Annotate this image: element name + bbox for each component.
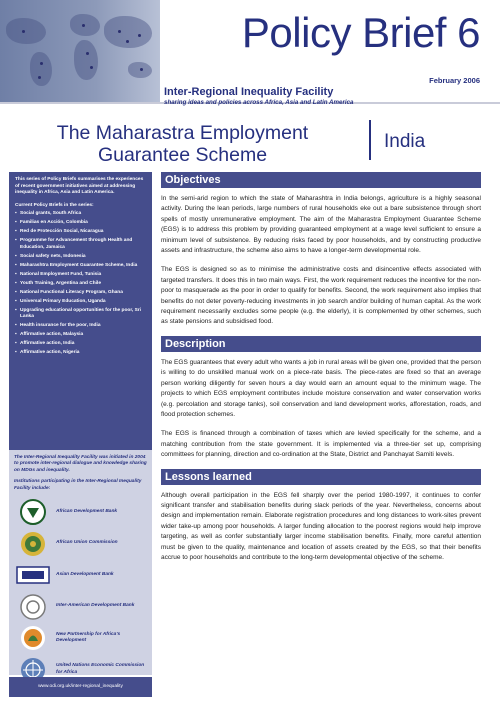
adb-logo-icon	[14, 561, 52, 589]
list-item: ▪ Familias en Acción, Colombia	[15, 220, 146, 227]
title-divider	[369, 120, 371, 160]
institution-name: African Development Bank	[56, 508, 118, 514]
institution-auc	[14, 529, 147, 559]
list-item: ▪ Affirmative action, Malaysia	[15, 332, 146, 339]
institution-idb	[14, 592, 147, 622]
list-item: ▪ Health insurance for the poor, India	[15, 323, 146, 330]
list-item: ▪ Programme for Advancement through Health and Education, Jamaica	[15, 238, 146, 251]
institutions-heading: Institutions participating in the Inter-Regional Inequality Facility include:	[14, 479, 142, 491]
scheme-title-line-2: Guarantee Scheme	[97, 144, 268, 166]
sidebar	[9, 172, 152, 697]
lessons-paragraph-1: Although overall participation in the EGS fell sharply over the period 1980-1997, it continues to confer significant transfer and stabilisation benefits during slack periods of the year. Nevertheless, concerns about design and implementation remain. Elaborate registration procedures and long distances to work-sites prevent wider take-up among poor households. A larger funding allocation to the poorest regions would help improve targeting, as well as confer substantially larger income stabilisation benefits. Finally, more careful attention must be given to the quality, maintenance and location of assets created by the EGS, so that their benefits accrue to poor households and contribute to the long-term developmental objective of the scheme.	[161, 491, 481, 561]
description-paragraph-1: The EGS guarantees that every adult who wants a job in rural areas will be given one, provided that the person is willing to do unskilled manual work on a piece-rate basis. The piece-rates are fixed so that an average person working diligently for seven hours a day would earn an amount equal to the minimum wage. The projects to which EGS employment contributes include moisture conservation and water conservation works (e.g. percolation and storage tanks), soil conservation and land development works, afforestation, roads, and flood protection schemes.	[161, 358, 481, 418]
brief-date: February 2006	[429, 76, 480, 85]
section-heading-objectives: Objectives	[161, 172, 481, 188]
country-label: India	[384, 131, 426, 152]
list-item: ▪ Social safety nets, Indonesia	[15, 254, 146, 261]
objectives-paragraph-2: The EGS is designed so as to minimise the administrative costs and disincentive effects associated with targeted transfers. It does this in two main ways. First, the work requirement reduces the incentive for the non-poor to masquerade as the poor in order to qualify for benefits. Second, the work requirement also implies that benefits do not deter poverty-reducing investments in job search and/or building of human capital. As the work requirement necessarily excludes some people (e.g. the elderly), it is complemented by other schemes, such as state pensions and subsidised food.	[161, 266, 481, 326]
institution-name: African Union Commission	[56, 540, 118, 546]
list-item: ▪ Affirmative action, India	[15, 341, 146, 348]
nepad-logo-icon	[14, 624, 52, 652]
list-item: ▪ Affirmative action, Nigeria	[15, 350, 146, 357]
list-item: ▪ National Employment Fund, Tunisia	[15, 272, 146, 279]
brief-title: Policy Brief 6	[241, 9, 480, 56]
website-link[interactable]: www.odi.org.uk/inter-regional_inequality	[9, 677, 152, 697]
sidebar-series-panel	[9, 172, 152, 450]
institution-name: United Nations Economic Commission for Africa	[56, 663, 145, 675]
facility-note: The Inter-Regional Inequality Facility was initiated in 2004 to promote inter-regional dialogue and knowledge sharing on MDGs and inequality.	[14, 455, 147, 473]
institution-name: Inter-American Development Bank	[56, 603, 135, 609]
facility-tagline: sharing ideas and policies across Africa, Asia and Latin America	[164, 99, 354, 106]
institution-nepad	[14, 623, 147, 653]
list-item: ▪ Social grants, South Africa	[15, 211, 146, 218]
scheme-title	[0, 122, 365, 166]
list-item: ▪ Red de Protección Social, Nicaragua	[15, 229, 146, 236]
section-heading-description: Description	[161, 336, 481, 352]
sidebar-intro: This series of Policy Briefs summarises the experiences of recent government initiatives aimed at addressing inequality in Africa, Asia and Latin America.	[15, 177, 144, 196]
auc-logo-icon	[14, 530, 52, 558]
idb-logo-icon	[14, 593, 52, 621]
world-map-banner	[0, 0, 160, 102]
facility-name: Inter-Regional Inequality Facility	[164, 86, 334, 98]
sidebar-list-heading: Current Policy Briefs in the series:	[15, 202, 94, 208]
institution-adb	[14, 560, 147, 590]
brief-list	[15, 211, 146, 357]
institution-afdb	[14, 497, 147, 527]
description-paragraph-2: The EGS is financed through a combination of taxes which are levied specifically for the scheme, and a matching contribution from the state government. It is implemented via a three-tier set up, comprising committees for planning, direction and co-ordination at the State, District and Panchayat Samiti levels.	[161, 430, 481, 459]
list-item: ▪ Youth Training, Argentina and Chile	[15, 281, 146, 288]
section-heading-lessons: Lessons learned	[161, 469, 481, 485]
list-item: ▪ Upgrading educational opportunities for the poor, Sri Lanka	[15, 308, 146, 321]
scheme-title-line-1: The Maharastra Employment	[56, 122, 309, 144]
sidebar-institutions-panel	[9, 450, 152, 675]
objectives-paragraph-1: In the semi-arid region to which the state of Maharashtra in India belongs, agriculture is a highly seasonal activity. During the lean periods, large numbers of rural households eke out a bare subsistence through short spells of mostly unremunerative employment. The aim of the Maharastra Employment Guarantee Scheme (EGS) is to address this problem by providing guaranteed employment at a wage level sufficient to ensure a minimum level of subsistence. By reducing risks faced by poor households, and by constructing productive assets and infrastructure, the scheme also aims to have a longer-term developmental role.	[161, 195, 481, 255]
afdb-logo-icon	[14, 498, 52, 526]
list-item: ▪ Universal Primary Education, Uganda	[15, 299, 146, 306]
main-content	[161, 172, 481, 572]
institution-name: Asian Development Bank	[56, 571, 114, 577]
list-item: ▪ Maharashtra Employment Guarantee Scheme, India	[15, 263, 146, 270]
list-item: ▪ National Functional Literacy Program, Ghana	[15, 290, 146, 297]
institution-name: New Partnership for Africa's Development	[56, 631, 121, 644]
